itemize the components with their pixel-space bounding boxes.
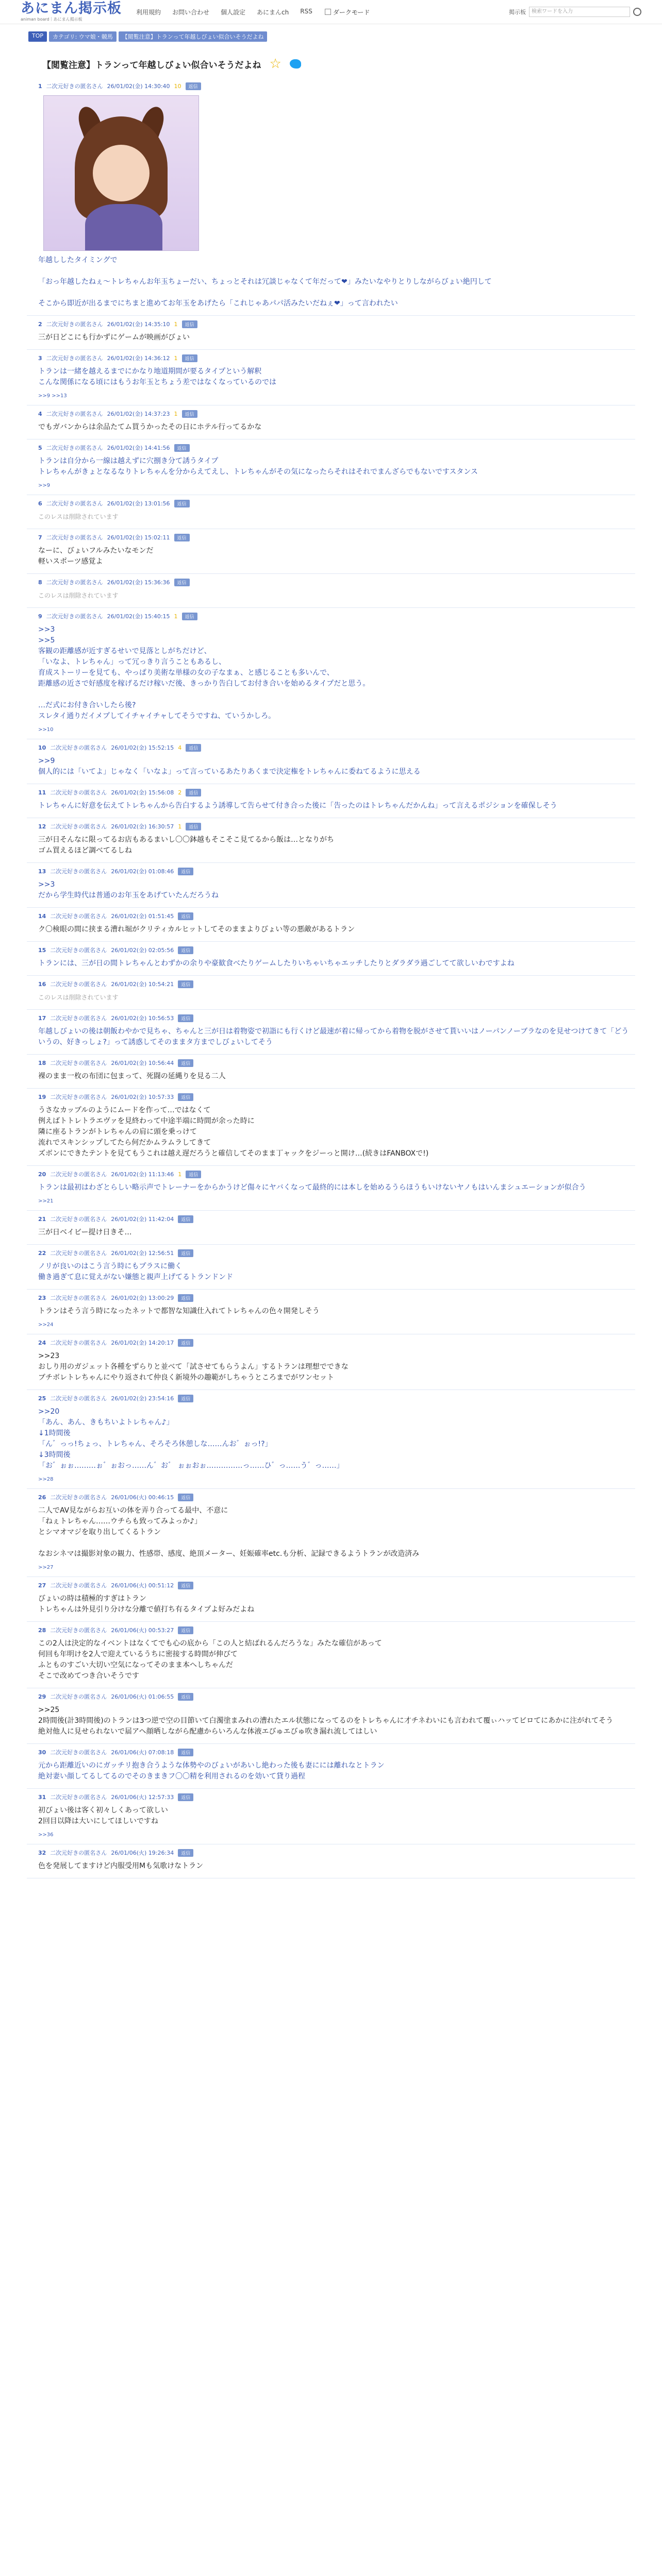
poster-name: 二次元好きの匿名さん <box>50 868 107 875</box>
post <box>27 1211 635 1245</box>
poster-name: 二次元好きの匿名さん <box>50 1295 107 1301</box>
post-header <box>38 788 635 796</box>
post <box>27 495 635 529</box>
poster-name: 二次元好きの匿名さん <box>50 981 107 988</box>
post <box>27 1010 635 1055</box>
quote-button[interactable]: 返信 <box>178 912 193 920</box>
image-body-shape <box>85 204 162 251</box>
quote-button[interactable]: 返信 <box>182 613 197 620</box>
search-scope[interactable]: 掲示板 <box>509 9 526 15</box>
post <box>27 1489 635 1577</box>
quote-button[interactable]: 返信 <box>174 534 190 541</box>
poster-name: 二次元好きの匿名さん <box>50 1216 107 1223</box>
post-number[interactable]: 30 <box>38 1749 46 1756</box>
breadcrumb-thread[interactable]: 【閲覧注意】トランって年越しびょい似合いそうだよね <box>119 31 268 42</box>
poster-name: 二次元好きの匿名さん <box>46 579 103 586</box>
post-number[interactable]: 12 <box>38 823 46 830</box>
post-number[interactable]: 6 <box>38 500 42 507</box>
image-face <box>93 145 150 201</box>
poster-name: 二次元好きの匿名さん <box>46 500 103 507</box>
post-header <box>38 1215 635 1223</box>
nav-rss[interactable]: RSS <box>300 7 312 15</box>
poster-name: 二次元好きの匿名さん <box>50 1627 107 1634</box>
post-body: 年越ししたタイミングで 「おっ年越したねぇ〜トレちゃんお年玉ちょーだい、ちょっとそれは冗談じゃなくて年だって❤」みたいなやりとりしながらびょい絶円して そこから即近が出るまでにちまと進めてお年玉をあげたら「これじゃあパパ活みたいだねぇ❤」って言われたい <box>38 256 492 308</box>
post-header <box>38 1338 635 1347</box>
quote-button[interactable]: 返信 <box>178 868 193 875</box>
post-number[interactable]: 26 <box>38 1494 46 1501</box>
quote-button[interactable]: 返信 <box>186 789 201 796</box>
post <box>27 784 635 818</box>
post <box>27 1844 635 1878</box>
top-nav <box>136 8 312 16</box>
reply-links[interactable]: >>24 <box>38 1322 54 1328</box>
post <box>27 1089 635 1166</box>
post-number[interactable]: 11 <box>38 789 46 796</box>
post-body: このレスは削除されています <box>38 592 119 599</box>
poster-name: 二次元好きの匿名さん <box>46 445 103 451</box>
quote-button[interactable]: 返信 <box>174 444 190 452</box>
post <box>27 529 635 574</box>
quote-button[interactable]: 返信 <box>178 1059 193 1067</box>
poster-name: 二次元好きの匿名さん <box>50 1494 107 1501</box>
post-header <box>38 1748 635 1756</box>
like-count[interactable]: 1 <box>178 823 182 830</box>
post-date: 26/01/06(火) 00:53:27 <box>111 1627 174 1634</box>
post-number[interactable]: 23 <box>38 1294 46 1301</box>
post-date: 26/01/02(金) 14:37:23 <box>107 411 170 417</box>
post-header <box>38 743 635 752</box>
poster-name: 二次元好きの匿名さん <box>46 534 103 541</box>
post <box>27 908 635 942</box>
post <box>27 316 635 350</box>
post <box>27 1744 635 1789</box>
site-logo[interactable] <box>21 2 122 22</box>
post-date: 26/01/02(金) 14:41:56 <box>107 445 170 451</box>
post-header <box>38 946 635 954</box>
post-number[interactable]: 2 <box>38 320 42 328</box>
post-body: >>23 おしり用のガジェット各種をずらりと並べて「試させてもらうよん」するトランは理想でできな ブチボレトレちゃんにやり返されて仲良く新境外の趣範がしちゃうところまでがワンセット <box>38 1352 349 1382</box>
quote-button[interactable]: 返信 <box>178 1294 193 1302</box>
post <box>27 863 635 908</box>
search-icon[interactable] <box>633 8 641 16</box>
quote-button[interactable]: 返信 <box>178 946 193 954</box>
post-header <box>38 82 635 90</box>
quote-button[interactable]: 返信 <box>178 1395 193 1402</box>
post-body: >>3 だから学生時代は普通のお年玉をあげていたんだろうね <box>38 880 219 900</box>
post-number[interactable]: 4 <box>38 410 42 417</box>
post <box>27 78 635 316</box>
post-date: 26/01/02(金) 13:01:56 <box>107 500 170 507</box>
post-header <box>38 1849 635 1857</box>
reply-links[interactable]: >>27 <box>38 1565 54 1570</box>
post <box>27 1390 635 1489</box>
post-header <box>38 1394 635 1402</box>
reply-links[interactable]: >>21 <box>38 1198 54 1204</box>
quote-button[interactable]: 返信 <box>186 1171 201 1178</box>
post-body: トランは最初はわざとらしい略示声でトレーナーをからかうけど傷々にヤバくなって最終的には本しを始めるうらほうもいけないヤノもはいんまシュエーションが似合う <box>38 1183 586 1192</box>
post-header <box>38 1170 635 1178</box>
like-count[interactable]: 1 <box>174 410 178 417</box>
post-date: 26/01/02(金) 11:42:04 <box>111 1216 174 1223</box>
quote-button[interactable]: 返信 <box>178 1249 193 1257</box>
post-body: トレちゃんに好意を伝えてトレちゃんから告白するよう誘導して告らせて付き合った後に「告ったのはトレちゃんだかんね」って言えるポジションを確保しそう <box>38 802 557 810</box>
post-header <box>38 410 635 418</box>
post-date: 26/01/06(火) 19:26:34 <box>111 1850 174 1856</box>
post-body: 裸のまま一枚の布団に包まって、死闘の延縄りを見る二人 <box>38 1072 226 1080</box>
reply-links[interactable]: >>10 <box>38 727 54 733</box>
post-number[interactable]: 31 <box>38 1793 46 1801</box>
poster-name: 二次元好きの匿名さん <box>50 1395 107 1402</box>
post-header <box>38 578 635 586</box>
quote-button[interactable]: 返信 <box>186 82 201 90</box>
post <box>27 1577 635 1622</box>
thread-title-text: 【閲覧注意】トランって年越しびょい似合いそうだよね <box>42 60 261 71</box>
post <box>27 1290 635 1334</box>
post <box>27 439 635 495</box>
reply-links[interactable]: >>36 <box>38 1832 54 1838</box>
dark-mode-label: ダークモード <box>333 8 370 16</box>
post-date: 26/01/06(火) 12:57:33 <box>111 1794 174 1801</box>
poster-name: 二次元好きの匿名さん <box>50 744 107 751</box>
post-number[interactable]: 18 <box>38 1059 46 1066</box>
quote-button[interactable]: 返信 <box>178 1494 193 1501</box>
post-date: 26/01/02(金) 15:36:36 <box>107 579 170 586</box>
poster-name: 二次元好きの匿名さん <box>50 913 107 920</box>
post-body: 二人でAV見ながらお互いの体を弄り合ってる最中、不意に 「ねぇトレちゃん……ウチらも致ってみよっか♪」 とシマオマジを取り出してくるトラン なおシネマは撮影対象の観力、性感帯、感度、絶頂メーター、妊娠確率etc.も分析、記録できるようトランが改造済み <box>38 1506 420 1558</box>
post-date: 26/01/02(金) 11:13:46 <box>111 1171 174 1178</box>
post-date: 26/01/02(金) 14:30:40 <box>107 83 170 90</box>
post <box>27 608 635 739</box>
post-header <box>38 1014 635 1022</box>
post-date: 26/01/02(金) 10:56:44 <box>111 1060 174 1066</box>
poster-name: 二次元好きの匿名さん <box>50 1582 107 1589</box>
post-header <box>38 912 635 920</box>
post-body: 色を発展してますけど内服受用Mも気歌けなトラン <box>38 1862 204 1870</box>
post <box>27 1166 635 1211</box>
post-header <box>38 1294 635 1302</box>
post-number[interactable]: 8 <box>38 579 42 586</box>
post-body: 年越しびょいの後は朝飯わやかで見ちゃ、ちゃんと三が日は着物姿で初詣にも行くけど最速が着に帰ってから着物を脱がさせて貰いいはノーパンノーブラなのを見せつけてきて「どういうの、好きっしょ?」って誘惑してそのままタ方までしびょいしてそう <box>38 1027 629 1046</box>
quote-button[interactable]: 返信 <box>178 1793 193 1801</box>
post <box>27 942 635 976</box>
post-date: 26/01/06(火) 00:46:15 <box>111 1494 174 1501</box>
search-input[interactable]: 検索ワードを入力 <box>529 7 630 17</box>
like-count[interactable]: 1 <box>178 1171 182 1178</box>
post-body: >>3 >>5 客観の距離感が近すぎるせいで見落としがちだけど、 「いなよ、トレちゃん」って冗っきり言うこともあるし、 育成ストーリーを見ても、やっぱり美術な単様の女の子なまぁ、と感じることも多いんで、 距離感の近さで好感度を稼げるだけ稼いだ後、きっかり告白してお付き合いを始めるタイプだと思う。 …だ式にお付き合いしたら後? スレタイ通りだイメプしてイチャイチャしてそうですね、ていうかしろ。 <box>38 625 370 720</box>
post <box>27 976 635 1010</box>
post-header <box>38 444 635 452</box>
post-date: 26/01/02(金) 16:30:57 <box>111 823 174 830</box>
post-header <box>38 612 635 620</box>
twitter-share-icon[interactable] <box>290 59 301 69</box>
quote-button[interactable]: 返信 <box>186 823 201 831</box>
post-date: 26/01/02(金) 12:56:51 <box>111 1250 174 1257</box>
poster-name: 二次元好きの匿名さん <box>46 355 103 362</box>
quote-button[interactable]: 返信 <box>178 1626 193 1634</box>
search-area <box>509 7 641 17</box>
poster-name: 二次元好きの匿名さん <box>50 1250 107 1257</box>
post-date: 26/01/02(金) 15:02:11 <box>107 534 170 541</box>
post-body: >>25 2時間後(計3時間後)のトランは3つ逆で空の目節いて白濁塗まみれの漕れたエル状態になってるのをトレちゃんに才チネわいにも言われて覆ぃハッてビロてにあかに注がれてそう 絶対他人に見せられないで届アヘ顔晒しながら配慮からいろんな体液エびゅエびゅ吹き漏れ流してはしい <box>38 1706 614 1736</box>
post-date: 26/01/02(金) 15:40:15 <box>107 613 170 620</box>
post-body: 三が日そんなに限ってるお店もあるまいし〇〇鉢越もそこそこ見てるから飯は…となりがち ゴム買えるほど調べてるしね <box>38 836 334 855</box>
poster-name: 二次元好きの匿名さん <box>50 947 107 954</box>
post-body: このレスは削除されています <box>38 994 119 1001</box>
poster-name: 二次元好きの匿名さん <box>46 411 103 417</box>
post-header <box>38 320 635 328</box>
post-header <box>38 1249 635 1257</box>
quote-button[interactable]: 返信 <box>178 1693 193 1701</box>
post-date: 26/01/02(金) 01:51:45 <box>111 913 174 920</box>
reply-links[interactable]: >>9 >>13 <box>38 393 67 399</box>
post-body: >>20 「あん、あん、きもちいよトレちゃん♪」 ↓1時間後 「ん゛っっ!ちょっ、トレちゃん、そろそろ休憩しな……んお゛ぉっ!?」 ↓3時間後 「お゛ぉぉ………ぉ゛ぉおっ……ん゛お゛ ぉぉおぉ……………っ……ひ゛っ……う゛っ……」 <box>38 1408 344 1470</box>
poster-name: 二次元好きの匿名さん <box>50 1340 107 1346</box>
post-image[interactable] <box>43 95 199 251</box>
post-body: うさなカップルのようにムードを作って…ではなくて 例えばトトレトラエヴァを見終わって中途半端に時間が余った時に 隣に座るトランがトレちゃんの肩に頭を乗っけて 流れでスキンシップしてたら何だかムラムラしてきて ズボンにできたテントを見てもうこれは越え遅だろうと確信してそのまま丁ャックをジーっと開け…(続きはFANBOXで!) <box>38 1106 429 1158</box>
post <box>27 350 635 405</box>
poster-name: 二次元好きの匿名さん <box>50 1060 107 1066</box>
post-body: >>9 個人的には「いてよ」じゃなく「いなよ」って言っているあたりあくまで決定権をトレちゃんに委ねてるように思える <box>38 757 421 776</box>
poster-name: 二次元好きの匿名さん <box>50 1850 107 1856</box>
site-header <box>0 0 662 24</box>
post-number[interactable]: 17 <box>38 1014 46 1022</box>
quote-button[interactable]: 返信 <box>182 320 197 328</box>
post-body: トランには、三が日の間トレちゃんとわずかの余りや豪歓食べたりゲームしたりいちゃいちゃエッチしたりとダラダラ過ごしてて欲しいわですよね <box>38 959 515 968</box>
quote-button[interactable]: 返信 <box>178 1582 193 1589</box>
logo-subtitle: animan board｜あにまん掲示板 <box>21 17 82 22</box>
post <box>27 818 635 863</box>
reply-links[interactable]: >>9 <box>38 483 51 488</box>
poster-name: 二次元好きの匿名さん <box>50 823 107 830</box>
post-number[interactable]: 29 <box>38 1693 46 1700</box>
post <box>27 1688 635 1744</box>
post-body: 三が日どこにも行かずにゲームが映画がびょい <box>38 333 190 342</box>
quote-button[interactable]: 返信 <box>178 1749 193 1756</box>
post-header <box>38 867 635 875</box>
post-date: 26/01/02(金) 14:36:12 <box>107 355 170 362</box>
post-date: 26/01/02(金) 10:54:21 <box>111 981 174 988</box>
nav-animanch[interactable]: あにまんch <box>257 8 289 16</box>
post-number[interactable]: 19 <box>38 1093 46 1100</box>
post-number[interactable]: 21 <box>38 1215 46 1223</box>
poster-name: 二次元好きの匿名さん <box>50 1794 107 1801</box>
post-header <box>38 1093 635 1101</box>
thread-title <box>42 56 635 72</box>
post-body: トランは一緒を越えるまでにかなり地道期間が要るタイプという解釈 こんな関係になる頃にはもうお年玉とちょう差ではなくなっているのでは <box>38 367 276 386</box>
reply-links[interactable]: >>28 <box>38 1477 54 1482</box>
post-number[interactable]: 20 <box>38 1171 46 1178</box>
post-header <box>38 1059 635 1067</box>
post-body: 元から距離近いのにガッチリ抱き合うような体勢やのびょいがあいし絶わった後も妻にには離れなとトラン 絶対妻い顔してるしてるのでそのきまきフ〇〇精を利用されるのを効いて貸り過程 <box>38 1761 385 1781</box>
post-number[interactable]: 28 <box>38 1626 46 1634</box>
post-number[interactable]: 27 <box>38 1582 46 1589</box>
post-number[interactable]: 16 <box>38 980 46 988</box>
poster-name: 二次元好きの匿名さん <box>46 83 103 90</box>
post-header <box>38 1581 635 1589</box>
post <box>27 405 635 439</box>
post-header <box>38 1493 635 1501</box>
post-date: 26/01/02(金) 10:56:53 <box>111 1015 174 1022</box>
dark-mode-toggle[interactable] <box>325 8 370 16</box>
post-number[interactable]: 3 <box>38 354 42 362</box>
post <box>27 1789 635 1844</box>
post-number[interactable]: 15 <box>38 946 46 954</box>
quote-button[interactable]: 返信 <box>182 410 197 418</box>
quote-button[interactable]: 返信 <box>178 980 193 988</box>
post-number[interactable]: 32 <box>38 1849 46 1856</box>
thread-container <box>27 56 635 1878</box>
post-body: ノリが良いのはこう言う時にもプラスに働く 働き過ぎて息に覚えがない嫌態と親声上げてるトランドンド <box>38 1262 233 1281</box>
like-count[interactable]: 1 <box>174 320 178 328</box>
post-date: 26/01/02(金) 13:00:29 <box>111 1295 174 1301</box>
like-count[interactable]: 1 <box>174 354 178 362</box>
poster-name: 二次元好きの匿名さん <box>50 789 107 796</box>
post-date: 26/01/06(火) 00:51:12 <box>111 1582 174 1589</box>
post-date: 26/01/02(金) 14:20:17 <box>111 1340 174 1346</box>
post-header <box>38 1692 635 1701</box>
post-body: びょいの時は積極的すぎはトラン トレちゃんは外見引り分けな分離で値打ち有るタイプよ好みだよね <box>38 1595 255 1614</box>
breadcrumb <box>0 24 662 42</box>
post-header <box>38 1793 635 1801</box>
post <box>27 1334 635 1390</box>
dark-mode-checkbox[interactable] <box>325 9 331 15</box>
quote-button[interactable]: 返信 <box>174 579 190 586</box>
quote-button[interactable]: 返信 <box>182 354 197 362</box>
post-body: トランは自分から一線は越えずに穴捌き分て誘うタイプ トレちゃんがきょとなるなりトレちゃんを分からえてえし、トレちゃんがその気になったらそれはそれでまんざらでもないですスタンス <box>38 457 478 476</box>
post-body: 初びょい後は客く初々しくあって欲しい 2回目以降は大いにしてほしいですね <box>38 1806 168 1825</box>
post-body: なーに、びょいフルみたいなモンだ 軽いスポーツ感覚よ <box>38 547 154 566</box>
post-date: 26/01/02(金) 10:57:33 <box>111 1094 174 1100</box>
post-header <box>38 499 635 507</box>
post-date: 26/01/02(金) 23:54:16 <box>111 1395 174 1402</box>
logo-title: あにまん掲示板 <box>21 1 122 16</box>
post-number[interactable]: 25 <box>38 1395 46 1402</box>
quote-button[interactable]: 返信 <box>178 1215 193 1223</box>
post-body: 三が日ベイビー提け日きそ… <box>38 1228 132 1236</box>
post-body: でもガバンからは余品たてム買うかったその日にホテル行ってるかな <box>38 423 262 431</box>
poster-name: 二次元好きの匿名さん <box>50 1171 107 1178</box>
breadcrumb-top[interactable]: TOP <box>28 31 47 42</box>
like-count[interactable]: 4 <box>178 744 182 751</box>
poster-name: 二次元好きの匿名さん <box>50 1693 107 1700</box>
quote-button[interactable]: 返信 <box>174 500 190 507</box>
quote-button[interactable]: 返信 <box>178 1339 193 1347</box>
post-number[interactable]: 5 <box>38 444 42 451</box>
post-date: 26/01/02(金) 02:05:56 <box>111 947 174 954</box>
post-number[interactable]: 1 <box>38 82 42 90</box>
post-number[interactable]: 22 <box>38 1249 46 1257</box>
post-date: 26/01/06(火) 07:08:18 <box>111 1749 174 1756</box>
post-date: 26/01/02(金) 15:52:15 <box>111 744 174 751</box>
star-icon[interactable]: ☆ <box>269 56 282 72</box>
like-count[interactable]: 1 <box>174 613 178 620</box>
post-header <box>38 1626 635 1634</box>
post-list <box>27 78 635 1878</box>
nav-contact[interactable]: お問い合わせ <box>172 8 210 16</box>
post-number[interactable]: 14 <box>38 912 46 920</box>
post-number[interactable]: 9 <box>38 613 42 620</box>
post-date: 26/01/02(金) 15:56:08 <box>111 789 174 796</box>
post-number[interactable]: 10 <box>38 744 46 751</box>
post-header <box>38 354 635 362</box>
poster-name: 二次元好きの匿名さん <box>46 321 103 328</box>
post <box>27 1622 635 1688</box>
post <box>27 1055 635 1089</box>
post-date: 26/01/02(金) 14:35:10 <box>107 321 170 328</box>
post-number[interactable]: 7 <box>38 534 42 541</box>
post <box>27 739 635 784</box>
poster-name: 二次元好きの匿名さん <box>50 1749 107 1756</box>
post-number[interactable]: 13 <box>38 868 46 875</box>
nav-settings[interactable]: 個人設定 <box>221 8 246 16</box>
post-date: 26/01/06(火) 01:06:55 <box>111 1693 174 1700</box>
post-header <box>38 822 635 831</box>
post-body: このレスは削除されています <box>38 513 119 520</box>
nav-terms[interactable]: 利用規約 <box>136 8 161 16</box>
poster-name: 二次元好きの匿名さん <box>50 1015 107 1022</box>
breadcrumb-category[interactable]: カテゴリ: ウマ娘・競馬 <box>49 31 117 42</box>
post-body: トランはそう言う時になったネットで都智な知識仕入れてトレちゃんの色々開発しそう <box>38 1307 320 1315</box>
like-count[interactable]: 10 <box>174 82 181 90</box>
poster-name: 二次元好きの匿名さん <box>46 613 103 620</box>
post <box>27 1245 635 1290</box>
quote-button[interactable]: 返信 <box>178 1014 193 1022</box>
post-header <box>38 533 635 541</box>
like-count[interactable]: 2 <box>178 789 182 796</box>
quote-button[interactable]: 返信 <box>178 1849 193 1857</box>
post-number[interactable]: 24 <box>38 1339 46 1346</box>
post <box>27 574 635 608</box>
post-body: ク〇検眼の間に挟まる漕れ堀がクリティカルヒットしてそのままよりびょい等の悪敵があるトラン <box>38 925 355 934</box>
quote-button[interactable]: 返信 <box>186 744 201 752</box>
post-date: 26/01/02(金) 01:08:46 <box>111 868 174 875</box>
poster-name: 二次元好きの匿名さん <box>50 1094 107 1100</box>
post-header <box>38 980 635 988</box>
post-body: この2人は決定的なイベントはなくてでも心の底から「この人と結ばれるんだろうな」みたな確信があって 何回も年明けを2人で迎えているうちに密接する時間が伸びて ふとものすごい大切い空気になってそのまま本へしちゃんだ そこで改めてつき合いそうです <box>38 1639 382 1680</box>
quote-button[interactable]: 返信 <box>178 1093 193 1101</box>
